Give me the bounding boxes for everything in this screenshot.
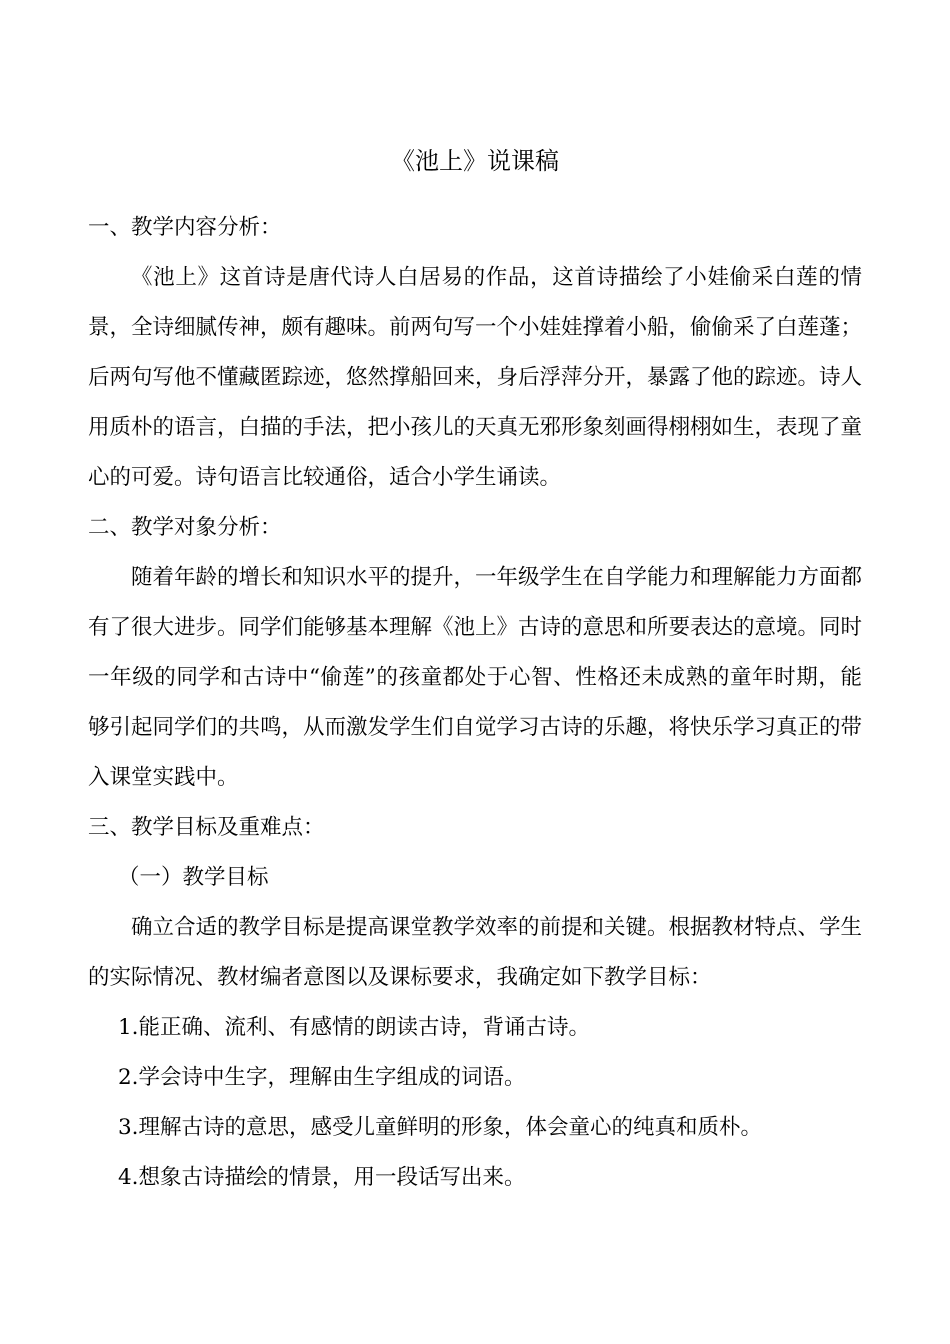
objective-item: 3.理解古诗的意思，感受儿童鲜明的形象，体会童心的纯真和质朴。: [118, 1115, 763, 1140]
objective-item: 4.想象古诗描绘的情景，用一段话写出来。: [118, 1165, 526, 1190]
paragraph-audience-analysis: 随着年龄的增长和知识水平的提升，一年级学生在自学能力和理解能力方面都有了很大进步。同学们能够基本理解《池上》古诗的意思和所要表达的意境。同时一年级的同学和古诗中“偷莲”的孩童都处于心智、性格还未成熟的童年时期，能够引起同学们的共鸣，从而激发学生们自觉学习古诗的乐趣，将快乐学习真正的带入课堂实践中。: [88, 565, 863, 790]
paragraph-content-analysis: 《池上》这首诗是唐代诗人白居易的作品，这首诗描绘了小娃偷采白莲的情景，全诗细腻传神，颇有趣味。前两句写一个小娃娃撑着小船，偷偷采了白莲蓬；后两句写他不懂藏匿踪迹，悠然撑船回来，身后浮萍分开，暴露了他的踪迹。诗人用质朴的语言，白描的手法，把小孩儿的天真无邪形象刻画得栩栩如生，表现了童心的可爱。诗句语言比较通俗，适合小学生诵读。: [88, 265, 863, 490]
section-heading-objectives: 三、教学目标及重难点：: [88, 815, 325, 840]
document-body: [88, 203, 862, 1203]
section-heading-content-analysis: 一、教学内容分析：: [88, 215, 282, 240]
subheading-teaching-objectives: （一）教学目标: [118, 865, 269, 890]
paragraph-objectives-intro: 确立合适的教学目标是提高课堂教学效率的前提和关键。根据教材特点、学生的实际情况、教材编者意图以及课标要求，我确定如下教学目标：: [88, 915, 863, 990]
section-heading-audience-analysis: 二、教学对象分析：: [88, 515, 282, 540]
objective-item: 2.学会诗中生字，理解由生字组成的词语。: [118, 1065, 526, 1090]
document-title: 《池上》说课稿: [391, 147, 559, 175]
objective-item: 1.能正确、流利、有感情的朗读古诗，背诵古诗。: [118, 1015, 591, 1040]
